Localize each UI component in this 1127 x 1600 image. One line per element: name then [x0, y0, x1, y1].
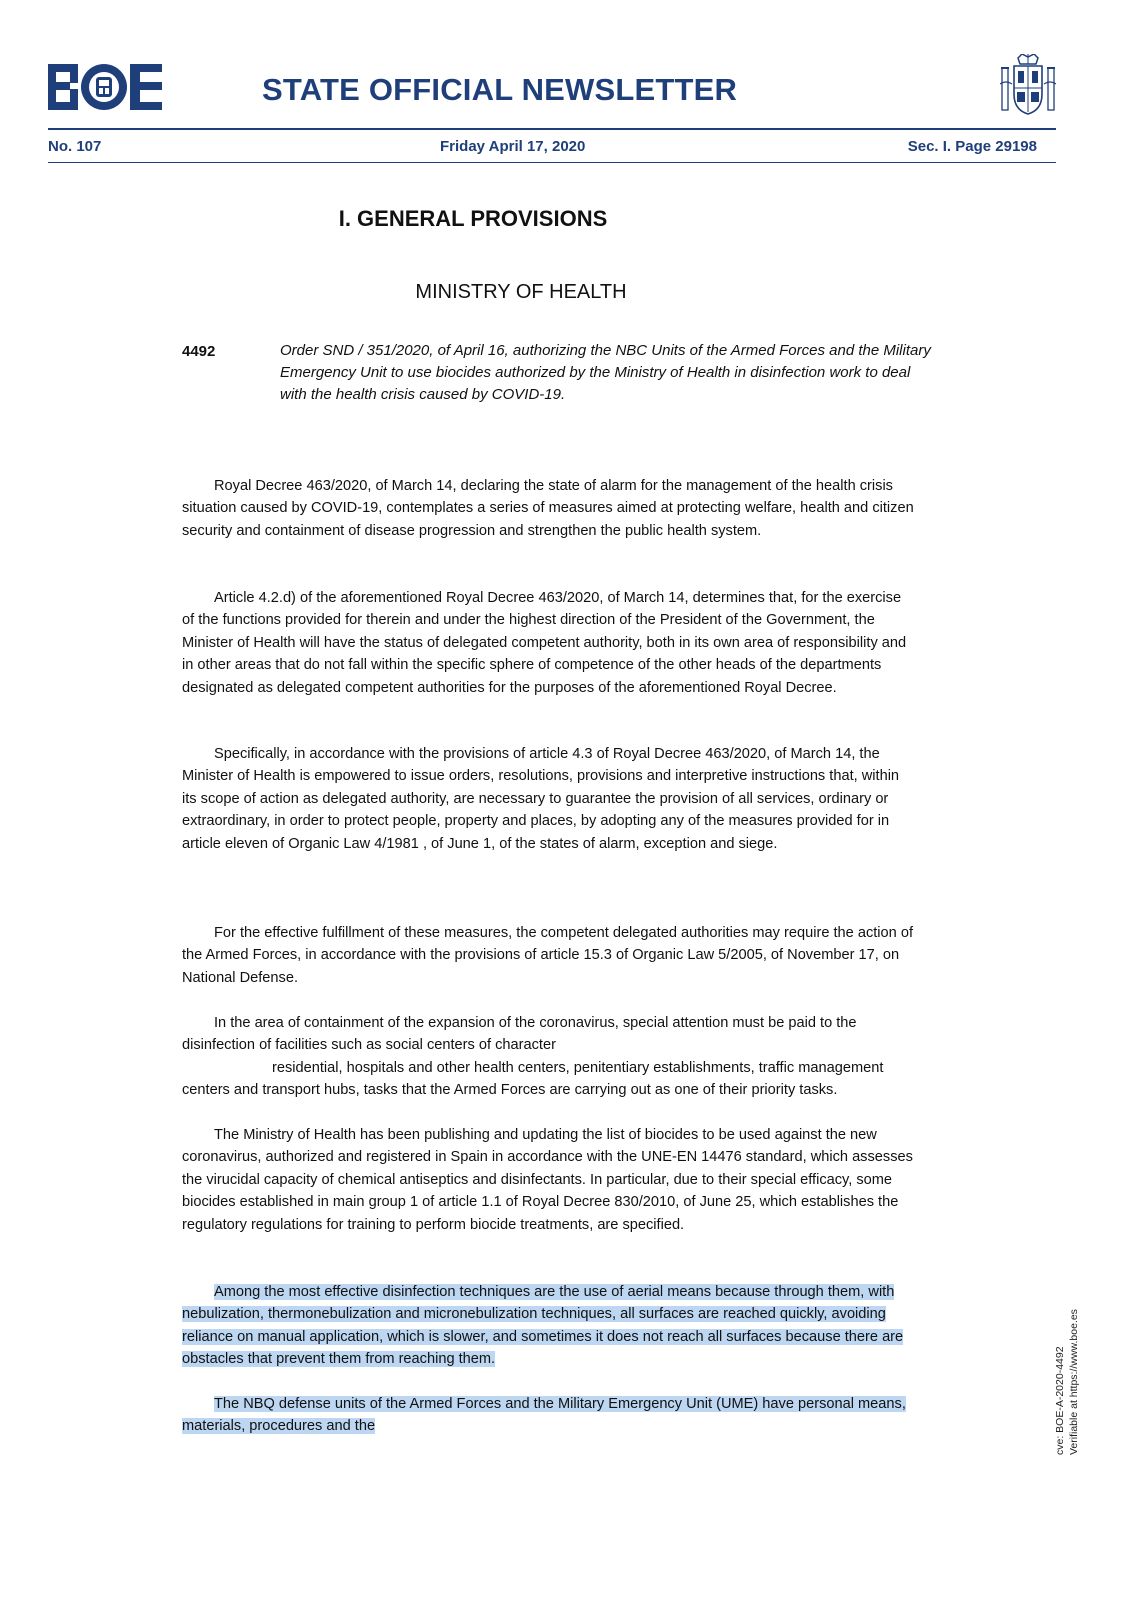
- section-title: I. GENERAL PROVISIONS: [338, 206, 608, 231]
- text-line: [182, 1281, 942, 1303]
- selected-text[interactable]: obstacles that prevent them from reaching them.: [182, 1351, 496, 1368]
- selected-text[interactable]: materials, procedures and the: [182, 1418, 376, 1435]
- selected-text[interactable]: reliance on manual application, which is slower, and sometimes it does not reach all surfaces because there are: [182, 1328, 904, 1345]
- paragraph: [182, 922, 942, 989]
- text-line: Article 4.2.d) of the aforementioned Royal Decree 463/2020, of March 14, determines that, for the exercise: [214, 590, 902, 606]
- order-title-line: Emergency Unit to use biocides authorized by the Ministry of Health in disinfection work to deal: [280, 364, 911, 381]
- text-line: National Defense.: [182, 969, 299, 986]
- text-line: coronavirus, authorized and registered in Spain in accordance with the UNE-EN 14476 standard, which assesses: [182, 1149, 913, 1166]
- issue-number: No. 107: [48, 138, 102, 155]
- text-line: [182, 1393, 942, 1415]
- order-title: [280, 340, 940, 406]
- verifiable-link[interactable]: Verifiable at https://www.boe.es: [1068, 1309, 1080, 1455]
- text-line: The Ministry of Health has been publishing and updating the list of biocides to be used against the new: [214, 1127, 877, 1143]
- text-line: article eleven of Organic Law 4/1981 , of June 1, of the states of alarm, exception and siege.: [182, 835, 778, 852]
- masthead-title: STATE OFFICIAL NEWSLETTER: [262, 72, 738, 107]
- text-line: [182, 1303, 942, 1325]
- paragraph: [182, 743, 942, 855]
- text-line: the virucidal capacity of chemical antiseptics and disinfectants. In particular, due to their special efficacy, some: [182, 1171, 893, 1188]
- order-title-line: with the health crisis caused by COVID-19.: [280, 386, 566, 403]
- text-line: [182, 1326, 942, 1348]
- ministry-title: MINISTRY OF HEALTH: [415, 281, 627, 303]
- text-line: extraordinary, in order to protect people, property and places, by adopting any of the measures provided for in: [182, 813, 890, 830]
- order-number: 4492: [182, 343, 216, 360]
- paragraph: [182, 587, 942, 699]
- text-line: [182, 1348, 942, 1370]
- selected-text[interactable]: The NBQ defense units of the Armed Forces and the Military Emergency Unit (UME) have personal means,: [214, 1396, 906, 1412]
- cve-code: cve: BOE-A-2020-4492: [1054, 1346, 1066, 1455]
- paragraph: [182, 1124, 942, 1236]
- text-line: in other areas that do not fall within the specific sphere of competence of the other heads of the departments: [182, 657, 882, 674]
- section-page: Sec. I. Page 29198: [907, 138, 1037, 155]
- text-line: residential, hospitals and other health centers, penitentiary establishments, traffic management: [272, 1059, 884, 1076]
- text-line: [182, 1415, 942, 1437]
- text-line: situation caused by COVID-19, contemplates a series of measures aimed at protecting welfare, health and citizen: [182, 500, 914, 517]
- text-line: For the effective fulfillment of these measures, the competent delegated authorities may require the action of: [214, 925, 913, 941]
- boe-logo-icon: [48, 64, 162, 110]
- text-line: its scope of action as delegated authority, are necessary to guarantee the provision of all services, ordinary or: [182, 790, 889, 807]
- header-rule: [48, 128, 1056, 130]
- text-line: centers and transport hubs, tasks that the Armed Forces are carrying out as one of their priority tasks.: [182, 1082, 838, 1099]
- text-line: security and containment of disease progression and strengthen the public health system.: [182, 522, 762, 539]
- text-line: the Armed Forces, in accordance with the provisions of article 15.3 of Organic Law 5/2005, of November 17, on: [182, 947, 900, 964]
- verification-sidebar: [1053, 1300, 1127, 1460]
- paragraph: [182, 475, 942, 542]
- header-rule-bottom: [48, 162, 1056, 163]
- selected-text[interactable]: Among the most effective disinfection techniques are the use of aerial means because through them, with: [214, 1284, 895, 1300]
- issue-date: Friday April 17, 2020: [440, 138, 586, 155]
- paragraph: [182, 1012, 942, 1102]
- text-line: Royal Decree 463/2020, of March 14, declaring the state of alarm for the management of the health crisis: [214, 478, 893, 494]
- text-line: of the functions provided for therein and under the highest direction of the President of the Government, the: [182, 612, 875, 629]
- text-line: designated as delegated competent authorities for the purposes of the aforementioned Royal Decree.: [182, 679, 837, 696]
- text-line: disinfection of facilities such as social centers of character: [182, 1037, 556, 1054]
- text-line: Minister of Health will have the status of delegated competent authority, both in its own area of responsibility and: [182, 634, 907, 651]
- text-line: Minister of Health is empowered to issue orders, resolutions, provisions and interpretive instructions that, within: [182, 768, 900, 785]
- text-line: Specifically, in accordance with the provisions of article 4.3 of Royal Decree 463/2020, of March 14, the: [214, 746, 880, 762]
- text-line: In the area of containment of the expansion of the coronavirus, special attention must be paid to the: [214, 1015, 857, 1031]
- text-line: biocides established in main group 1 of article 1.1 of Royal Decree 830/2010, of June 25, which establishes the: [182, 1194, 899, 1211]
- text-line: regulatory regulations for training to perform biocide treatments, are specified.: [182, 1216, 685, 1233]
- selected-text[interactable]: nebulization, thermonebulization and micronebulization techniques, all surfaces are reached quickly, avoiding: [182, 1306, 886, 1323]
- paragraph-selected[interactable]: [182, 1281, 942, 1371]
- coat-of-arms-icon: [1000, 54, 1056, 116]
- paragraph-selected[interactable]: [182, 1393, 942, 1438]
- order-title-line: Order SND / 351/2020, of April 16, authorizing the NBC Units of the Armed Forces and the Military: [280, 342, 931, 359]
